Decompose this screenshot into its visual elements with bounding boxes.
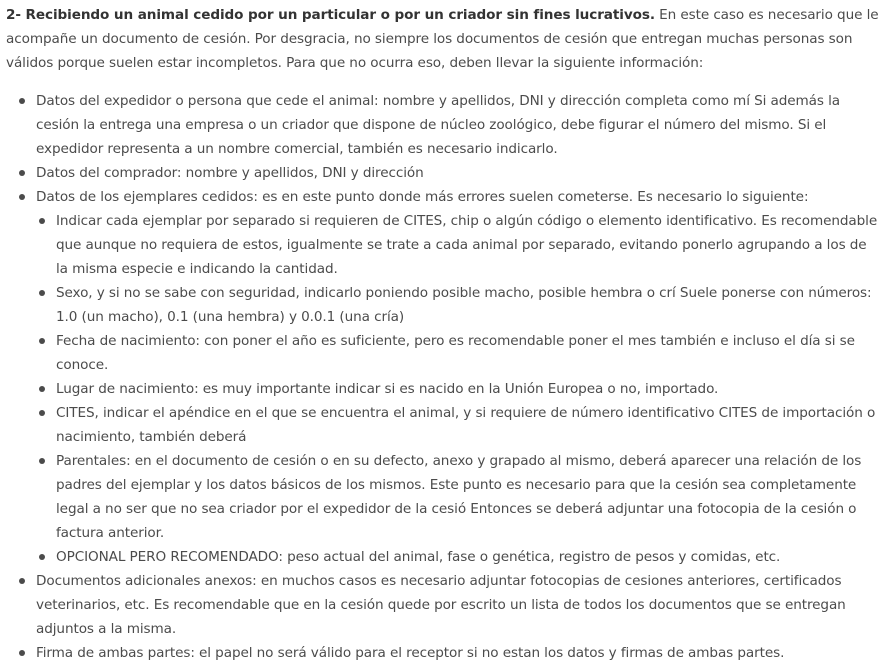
list-item-documentos: Documentos adicionales anexos: en muchos casos es necesario adjuntar fotocopias de cesiones anteriores, certificados veterinarios, etc. Es recomendable que en la cesión quede por escrito un lista de todos los documentos que se entregan adjuntos a la misma. [36,569,882,641]
sublist-item-sexo: Sexo, y si no se sabe con seguridad, indicarlo poniendo posible macho, posible hembra o crí Suele ponerse con números: 1.0 (un macho), 0.1 (una hembra) y 0.0.1 (una cría) [56,281,882,329]
intro-heading: 2- Recibiendo un animal cedido por un particular o por un criador sin fines lucrativos. [6,7,655,23]
list-item-comprador: Datos del comprador: nombre y apellidos, DNI y dirección [36,161,882,185]
list-item-expedidor: Datos del expedidor o persona que cede el animal: nombre y apellidos, DNI y dirección completa como mí Si además la cesión la entrega una empresa o un criador que dispone de núcleo zoológico, debe figurar el número del mismo. Si el expedidor representa a un nombre comercial, también es necesario indicarlo. [36,89,882,161]
list-item-ejemplares [36,185,882,569]
sublist-item-fecha-nacimiento: Fecha de nacimiento: con poner el año es suficiente, pero es recomendable poner el mes también e incluso el día si se conoce. [56,329,882,377]
sublist-item-lugar-nacimiento: Lugar de nacimiento: es muy importante indicar si es nacido en la Unión Europea o no, importado. [56,377,882,401]
list-item-ejemplares-text: Datos de los ejemplares cedidos: es en este punto donde más errores suelen cometerse. Es necesario lo siguiente: [36,189,809,205]
intro-paragraph [6,3,882,75]
sublist-item-identificacion: Indicar cada ejemplar por separado si requieren de CITES, chip o algún código o elemento identificativo. Es recomendable que aunque no requiera de estos, igualmente se trate a cada animal por separado, evitando ponerlo agrupando a los de la misma especie e indicando la cantidad. [56,209,882,281]
sublist-item-opcional: OPCIONAL PERO RECOMENDADO: peso actual del animal, fase o genética, registro de pesos y comidas, etc. [56,545,882,569]
intro-text: En este caso es necesario que le acompañe un documento de cesión. Por desgracia, no siempre los documentos de cesión que entregan muchas personas son válidos porque suelen estar incompletos. Para que no ocurra eso, deben llevar la siguiente información: [6,7,879,71]
sublist-item-parentales: Parentales: en el documento de cesión o en su defecto, anexo y grapado al mismo, deberá aparecer una relación de los padres del ejemplar y los datos básicos de los mismos. Este punto es necesario para que la cesión sea completamente legal a no ser que no sea criador por el expedidor de la cesió Entonces se deberá adjuntar una fotocopia de la cesión o factura anterior. [56,449,882,545]
requirements-list [6,89,882,665]
list-item-firma: Firma de ambas partes: el papel no será válido para el receptor si no estan los datos y firmas de ambas partes. [36,641,882,665]
ejemplares-sublist [36,209,882,569]
sublist-item-cites: CITES, indicar el apéndice en el que se encuentra el animal, y si requiere de número identificativo CITES de importación o nacimiento, también deberá [56,401,882,449]
